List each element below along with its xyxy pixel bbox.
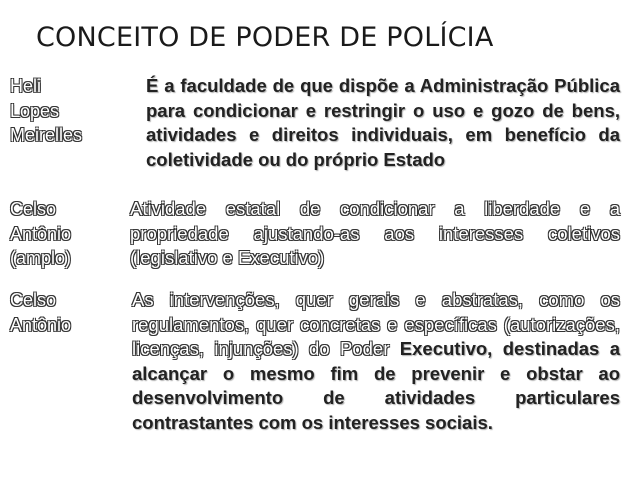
definition-row-3	[10, 288, 620, 458]
author-label: Celso Antônio	[10, 290, 72, 335]
definition-row-2	[10, 197, 620, 273]
definition-text-dark: Executivo, destinadas a alcançar o mesmo fim de prevenir e obstar ao desenvolvimento de atividades particulares contrastantes com os interesses sociais.	[132, 338, 621, 433]
definition-text-outline: As intervenções, quer gerais e abstratas, como os regulamentos, quer concretas e específicas (autorizações, licenças, injunções) do Poder	[132, 289, 620, 359]
slide-title: CONCEITO DE PODER DE POLÍCIA	[36, 22, 494, 53]
definition-text: É a faculdade de que dispõe a Administração Pública para condicionar e restringir o uso e gozo de bens, atividades e direitos individuais, em benefício da coletividade ou do próprio Estado	[146, 75, 620, 170]
author-label: Celso Antônio (amplo)	[10, 199, 72, 268]
definition-text	[132, 288, 620, 435]
author-label: Heli Lopes Meirelles	[10, 76, 83, 145]
definition-row-1	[10, 74, 620, 174]
definition-text: Atividade estatal de condicionar a liberdade e a propriedade ajustando-as aos interesses coletivos (legislativo e Executivo)	[130, 198, 620, 268]
